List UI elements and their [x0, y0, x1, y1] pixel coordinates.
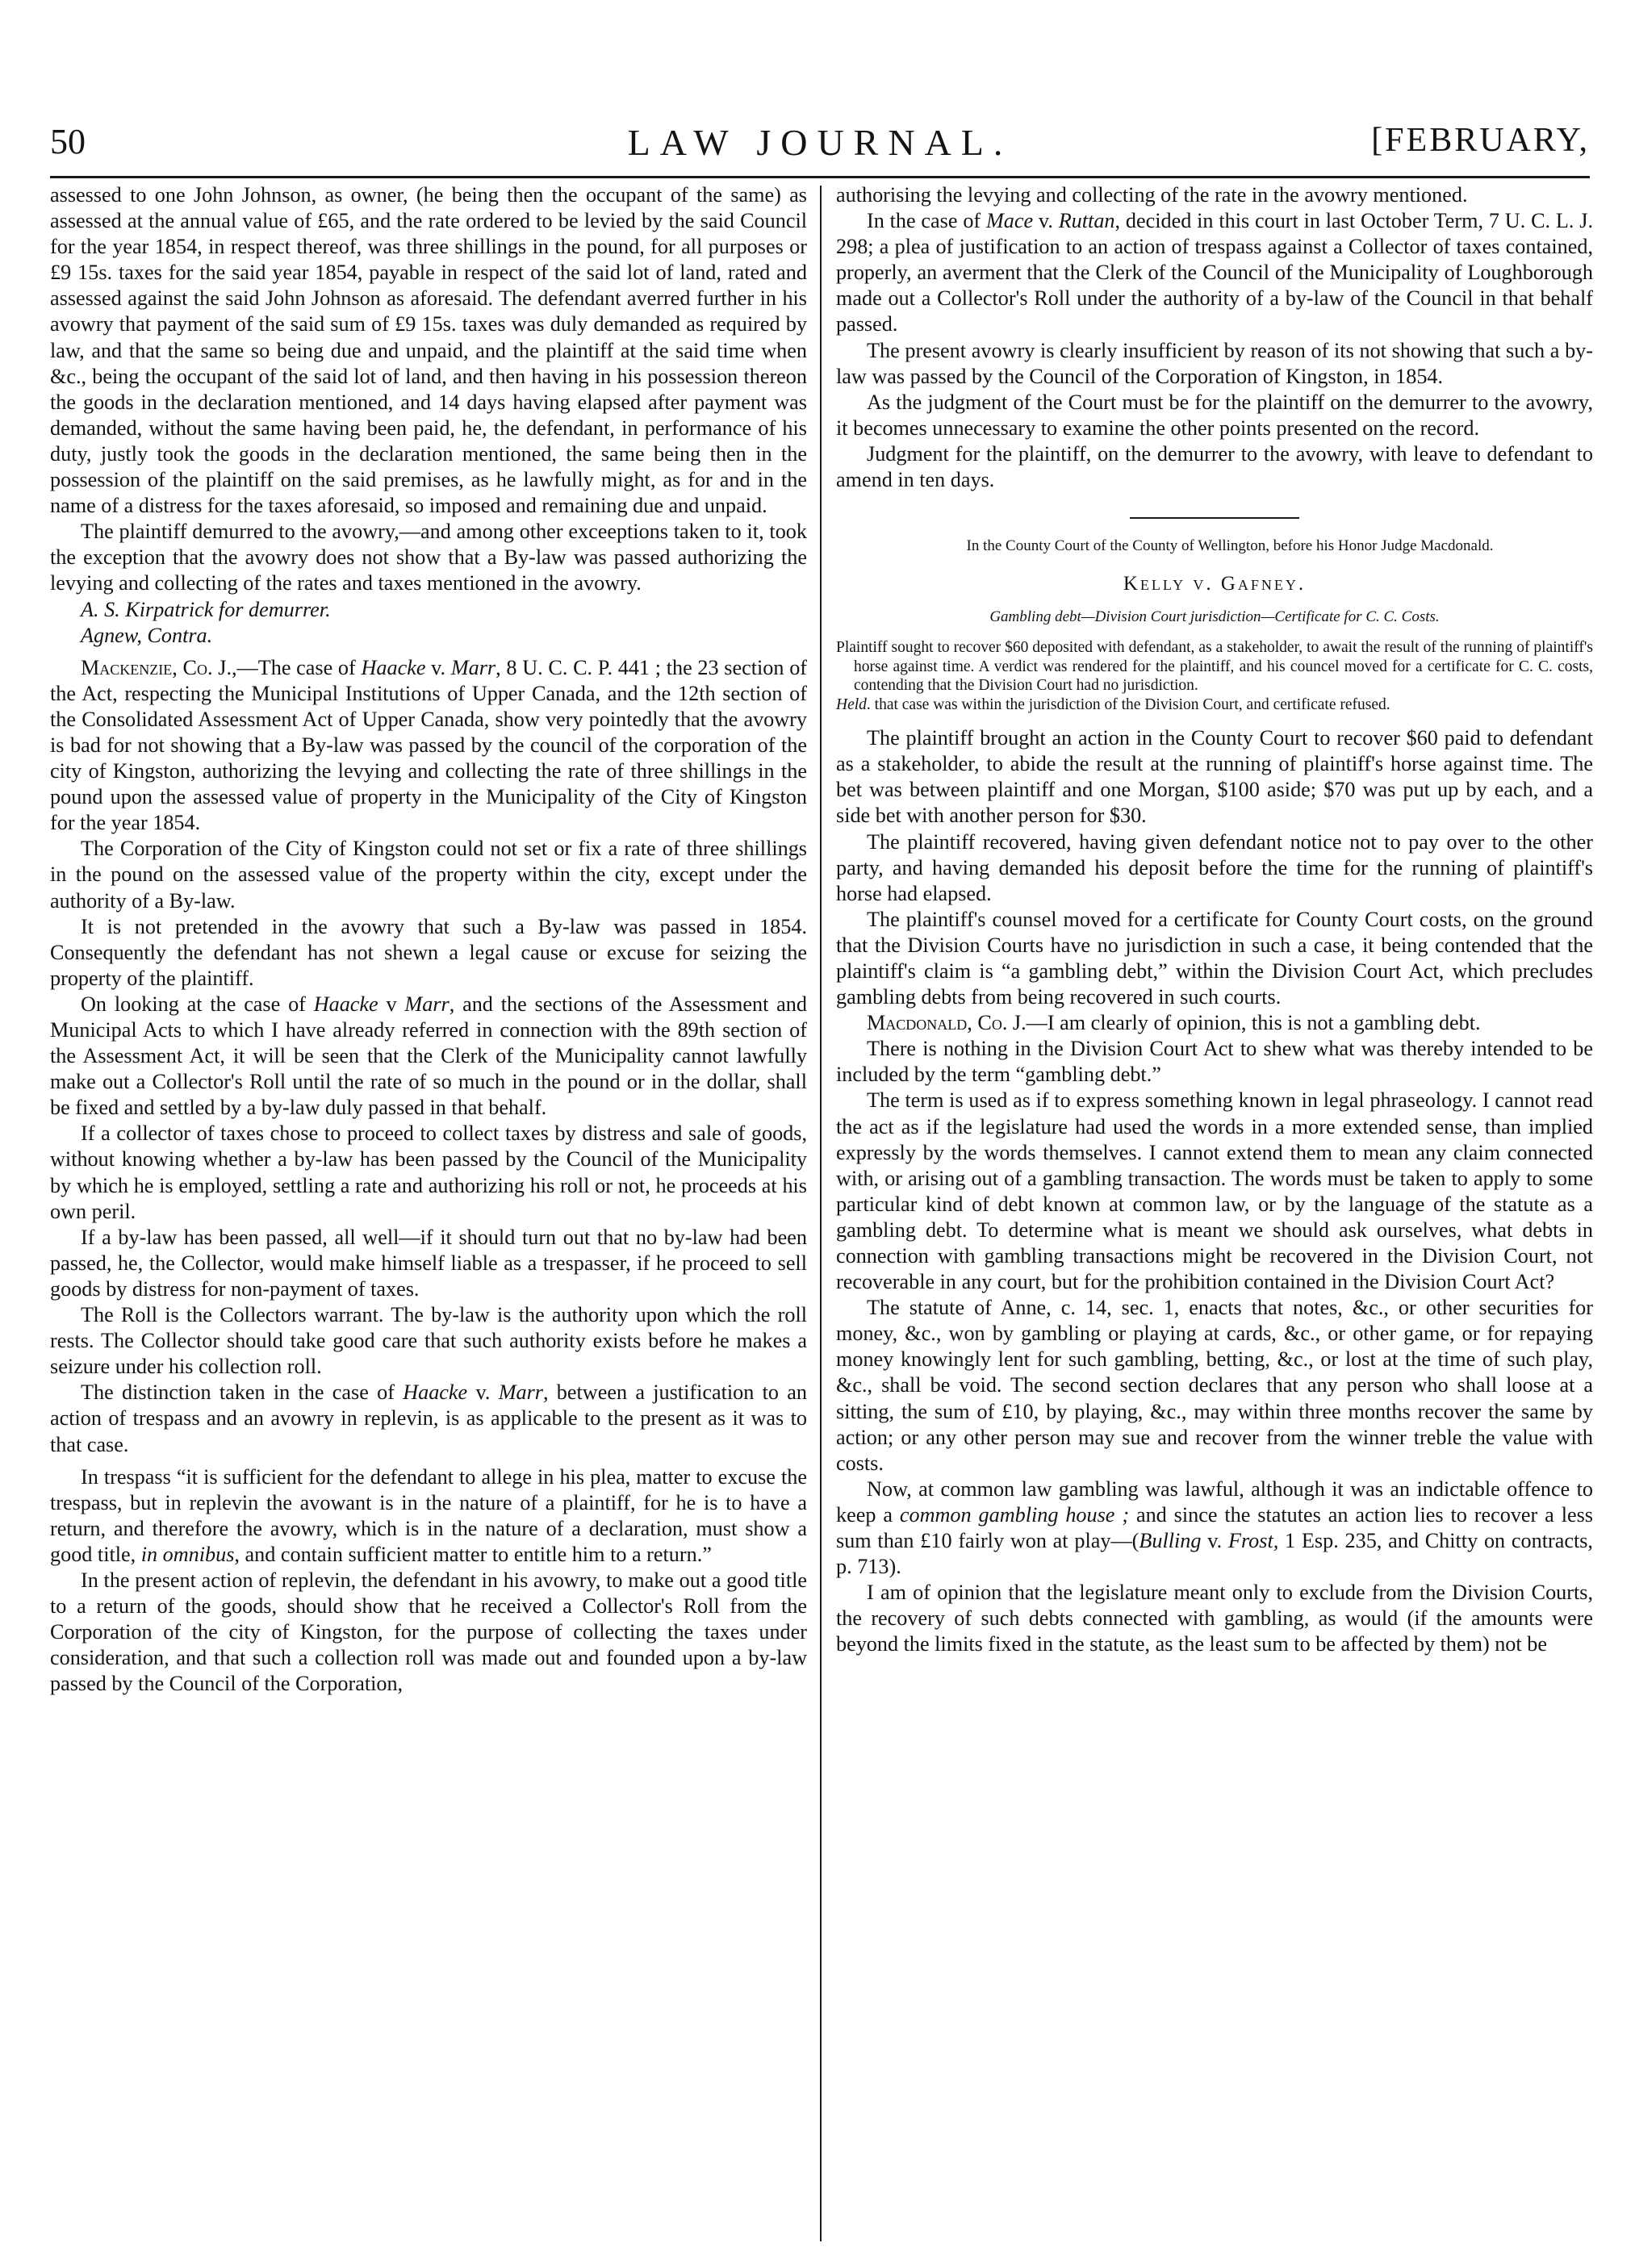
paragraph: The term is used as if to express something known in legal phraseology. I cannot read the act as if the legislature had used the words in a more extended sense, than implied expressly by the words themselves. I cannot extend them to mean any claim connected with, or arising out of a gambling transaction. The words must be taken to apply to some particular kind of debt known at common law, or by the language of the statute as a gambling debt. To determine what is meant we should ask ourselves, what debts in connection with gambling transactions might be recovered in the Division Court, not recoverable in any court, but for the prohibition contained in the Division Court Act?	[836, 1088, 1593, 1294]
paragraph: I am of opinion that the legislature meant only to exclude from the Division Courts, the recovery of such debts connected with gambling, as would (if the amounts were beyond the limits fixed in the statute, as the least sum to be affected by them) not be	[836, 1581, 1593, 1656]
case-name: Marr	[404, 992, 450, 1016]
page-number: 50	[50, 122, 86, 161]
case-name: Haacke	[361, 655, 426, 679]
paragraph: There is nothing in the Division Court Act to shew what was thereby intended to be included by the term “gambling debt.”	[836, 1037, 1593, 1087]
case-name: Marr	[498, 1380, 543, 1405]
paragraph: The Corporation of the City of Kingston could not set or fix a rate of three shillings in the pound on the assessed value of the property within the city, except under the authority of a By-law.	[50, 837, 807, 913]
case-title: Kelly v. Gafney.	[1123, 573, 1307, 595]
case-name: Haacke	[313, 992, 378, 1016]
paragraph: In the present action of replevin, the defendant in his avowry, to make out a good title to a return of the goods, should show that he received a Collector's Roll from the Corporation of the city of Kingston, for the purpose of collecting the taxes under consideration, and that such a collection roll was made out and founded upon a by-law passed by the Council of the Corporation,	[50, 1568, 807, 1696]
paragraph: The statute of Anne, c. 14, sec. 1, enacts that notes, &c., or other securities for money, &c., won by gambling or playing at cards, &c., or other game, or for repaying money knowingly lent for such gambling, betting, &c., or lost at the time of such play, &c., shall be void. The second section declares that any person who shall loose at a sitting, the sum of £10, by playing, &c., may within three months recover the same by action; or any other person may sue and recover from the winner treble the value with costs.	[836, 1296, 1593, 1475]
case-name: Mace	[985, 209, 1034, 233]
judge-name: Macdonald, Co. J.	[867, 1011, 1027, 1035]
column-divider	[820, 186, 822, 2241]
issue-month: [FEBRUARY,	[1371, 122, 1590, 159]
paragraph: As the judgment of the Court must be for the plaintiff on the demurrer to the avowry, it becomes unnecessary to examine the other points presented on the record.	[836, 390, 1593, 440]
paragraph: The present avowry is clearly insufficient by reason of its not showing that such a by-law was passed by the Council of the Corporation of Kingston, in 1854.	[836, 338, 1593, 388]
journal-title: LAW JOURNAL.	[627, 122, 1013, 163]
paragraph: assessed to one John Johnson, as owner, (he being then the occupant of the same) as assessed at the annual value of £65, and the rate ordered to be levied by the said Council for the year 1854, in respect thereof, was three shillings in the pound, for all purposes or £9 15s. taxes for the said year 1854, payable in respect of the said lot of land, rated and assessed against the said John Johnson as aforesaid. The defendant averred further in his avowry that payment of the said sum of £9 15s. taxes was duly demanded as required by law, and that the same so being due and unpaid, and the plaintiff at the said time when &c., being the occupant of the said lot of land, and then having in his possession thereon the goods in the declaration mentioned, and 14 days having elapsed after payment was demanded, without the same having been paid, he, the defendant, in performance of his duty, justly took the goods in the declaration mentioned, the same being then in the possession of the plaintiff on the said premises, as he lawfully might, as for and in the name of a distress for the taxes aforesaid, so imposed and remaining due and unpaid.	[50, 183, 807, 518]
paragraph: authorising the levying and collecting of the rate in the avowry mentioned.	[836, 183, 1468, 207]
paragraph: Macdonald, Co. J.—I am clearly of opinion, this is not a gambling debt.	[867, 1011, 1481, 1035]
judge-name: Mackenzie, Co. J.,	[81, 655, 237, 679]
paragraph: Mackenzie, Co. J.,—The case of Haacke v. Marr, 8 U. C. C. P. 441 ; the 23 section of the Act, respecting the Municipal Institutions of Upper Canada, and the 12th section of the Consolidated Assessment Act of Upper Canada, show very pointedly that the avowry is bad for not showing that a By-law was passed by the council of the corporation of the city of Kingston, authorizing the levying and collecting the rate of three shillings in the pound upon the assessed value of property in the Municipality of the City of Kingston for the year 1854.	[50, 655, 808, 835]
right-column	[836, 182, 1593, 1658]
paragraph: Now, at common law gambling was lawful, although it was an indictable offence to keep a common gambling house ; and since the statutes an action lies to recover a less sum than £10 fairly won at play—(Bulling v. Frost, 1 Esp. 235, and Chitty on contracts, p. 713).	[836, 1476, 1593, 1579]
case-name: Frost,	[1227, 1529, 1279, 1553]
header-rule	[50, 176, 1590, 178]
paragraph: If a by-law has been passed, all well—if it should turn out that no by-law had been passed, he, the Collector, would make himself liable as a trespasser, if he proceed to sell goods by distress for non-payment of taxes.	[50, 1225, 807, 1301]
paragraph: In trespass “it is sufficient for the defendant to allege in his plea, matter to excuse the trespass, but in replevin the avowant is in the nature of a plaintiff, for he is to have a return, and therefore the avowry, which is in the nature of a declaration, must show a good title, in omnibus, and contain sufficient matter to entitle him to a return.”	[50, 1464, 807, 1566]
case-name: Bulling	[1139, 1529, 1202, 1553]
paragraph: The plaintiff's counsel moved for a certificate for County Court costs, on the ground that the Division Courts have no jurisdiction in such a case, it being contended that the plaintiff's claim is “a gambling debt,” within the Division Court Act, which precludes gambling debts from being recovered in such courts.	[836, 907, 1593, 1009]
case-name: Marr	[450, 655, 496, 679]
left-column	[50, 182, 807, 1697]
paragraph: The plaintiff recovered, having given defendant notice not to pay over to the other party, and having demanded his deposit before the time for the running of plaintiff's horse had elapsed.	[836, 829, 1593, 905]
section-divider	[1130, 517, 1299, 519]
paragraph: Judgment for the plaintiff, on the demurrer to the avowry, with leave to defendant to amend in ten days.	[836, 441, 1593, 492]
case-name: Haacke	[403, 1380, 468, 1405]
headnote: Plaintiff sought to recover $60 deposited with defendant, as a stakeholder, to await the result of the running of plaintiff's horse against time. A verdict was rendered for the plaintiff, and his councel moved for a certificate for C. C. costs, contending that the Division Court had no jurisdiction.	[836, 639, 1593, 695]
counsel-name: Agnew, Contra.	[81, 623, 213, 647]
paragraph: The plaintiff brought an action in the County Court to recover $60 paid to defendant as a stakeholder, to abide the result at the running of plaintiff's horse against time. The bet was between plaintiff and one Morgan, $100 aside; $70 was put up by each, and a side bet with another person for $30.	[836, 726, 1593, 828]
page-header	[50, 121, 1590, 178]
paragraph: On looking at the case of Haacke v Marr, and the sections of the Assessment and Municipal Acts to which I have already referred in connection with the 89th section of the Assessment Act, it will be seen that the Clerk of the Municipality cannot lawfully make out a Collector's Roll until the rate of so much in the pound or in the dollar, shall be fixed and settled by a by-law duly passed in that behalf.	[50, 992, 807, 1120]
paragraph: The Roll is the Collectors warrant. The by-law is the authority upon which the roll rests. The Collector should take good care that such authority exists before he makes a seizure under his collection roll.	[50, 1303, 807, 1379]
paragraph: The plaintiff demurred to the avowry,—and among other exceeptions taken to it, took the exception that the avowry does not show that a By-law was passed authorizing the levying and collecting of the rates and taxes mentioned in the avowry.	[50, 520, 807, 595]
paragraph: In the case of Mace v. Ruttan, decided in this court in last October Term, 7 U. C. L. J. 298; a plea of justification to an action of trespass against a Collector of taxes contained, properly, an averment that the Clerk of the Council of the Municipality of Loughborough made out a Collector's Roll under the authority of a by-law of the Council in that behalf passed.	[836, 209, 1593, 336]
counsel-line	[50, 597, 807, 623]
paragraph: The distinction taken in the case of Haacke v. Marr, between a justification to an action of trespass and an avowry in replevin, is as applicable to the present as it was to that case.	[50, 1380, 807, 1456]
case-name: Ruttan	[1058, 209, 1115, 233]
court-heading: In the County Court of the County of Wellington, before his Honor Judge Macdonald.	[966, 537, 1494, 555]
paragraph: If a collector of taxes chose to proceed to collect taxes by distress and sale of goods, without knowing whether a by-law has been passed by the Council of the Municipality by which he is employed, settling a rate and authorizing his roll or not, he proceeds at his own peril.	[50, 1121, 807, 1223]
headnote-held: Held. that case was within the jurisdiction of the Division Court, and certificate refused.	[836, 695, 1390, 713]
italic-phrase: common gambling house ;	[899, 1502, 1130, 1527]
counsel-line	[50, 623, 807, 649]
counsel-name: A. S. Kirpatrick for demurrer.	[81, 597, 331, 621]
case-subtitle: Gambling debt—Division Court jurisdiction—Certificate for C. C. Costs.	[989, 608, 1440, 626]
latin-phrase: in omnibus	[140, 1542, 235, 1566]
paragraph: It is not pretended in the avowry that such a By-law was passed in 1854. Consequently the defendant has not shewn a legal cause or excuse for seizing the property of the plaintiff.	[50, 914, 807, 990]
